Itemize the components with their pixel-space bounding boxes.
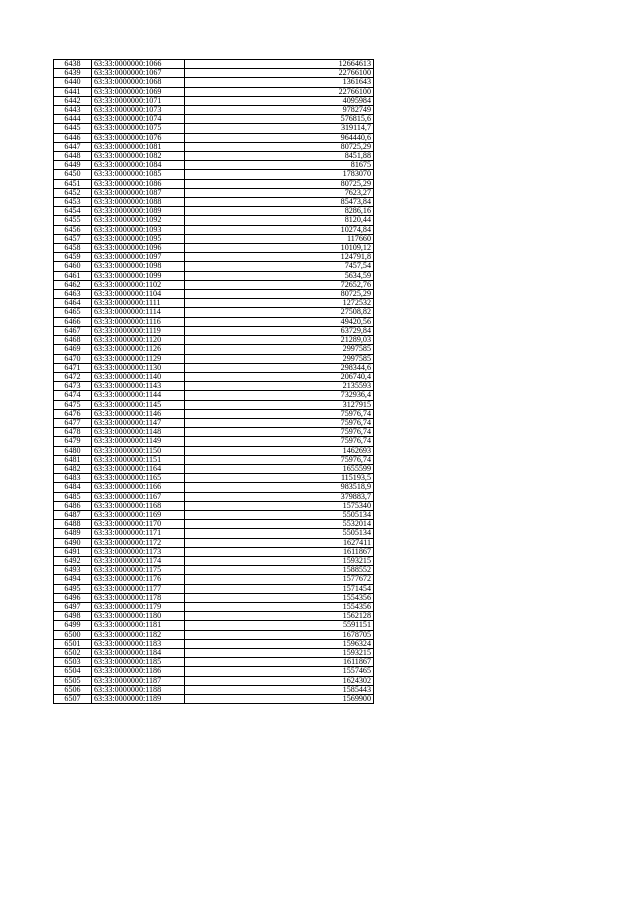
row-number: 6450 (54, 170, 92, 179)
row-number: 6484 (54, 483, 92, 492)
table-row (54, 575, 374, 584)
row-number: 6467 (54, 326, 92, 335)
table-row (54, 188, 374, 197)
cadastral-number: 63:33:0000000:1145 (92, 400, 185, 409)
cadastral-value: 80725,29 (185, 179, 374, 188)
cadastral-number: 63:33:0000000:1074 (92, 115, 185, 124)
row-number: 6448 (54, 152, 92, 161)
row-number: 6452 (54, 188, 92, 197)
row-number: 6499 (54, 621, 92, 630)
cadastral-number: 63:33:0000000:1179 (92, 602, 185, 611)
row-number: 6442 (54, 96, 92, 105)
table-row (54, 455, 374, 464)
cadastral-number: 63:33:0000000:1088 (92, 198, 185, 207)
cadastral-number: 63:33:0000000:1096 (92, 244, 185, 253)
row-number: 6495 (54, 584, 92, 593)
row-number: 6460 (54, 262, 92, 271)
table-row (54, 78, 374, 87)
table-row (54, 262, 374, 271)
table-row (54, 345, 374, 354)
cadastral-value: 124791,8 (185, 253, 374, 262)
cadastral-number: 63:33:0000000:1073 (92, 106, 185, 115)
cadastral-value: 983518,9 (185, 483, 374, 492)
cadastral-value: 206740,4 (185, 372, 374, 381)
cadastral-number: 63:33:0000000:1166 (92, 483, 185, 492)
table-row (54, 464, 374, 473)
table-row (54, 667, 374, 676)
table-row (54, 179, 374, 188)
cadastral-value: 75976,74 (185, 428, 374, 437)
cadastral-value: 1588552 (185, 566, 374, 575)
cadastral-value: 80725,29 (185, 290, 374, 299)
row-number: 6502 (54, 649, 92, 658)
cadastral-value: 5532014 (185, 520, 374, 529)
cadastral-value: 22766100 (185, 87, 374, 96)
cadastral-number: 63:33:0000000:1076 (92, 133, 185, 142)
table-row (54, 501, 374, 510)
cadastral-value: 7457,54 (185, 262, 374, 271)
row-number: 6487 (54, 510, 92, 519)
cadastral-value: 1678705 (185, 630, 374, 639)
table-row (54, 198, 374, 207)
cadastral-value: 8120,44 (185, 216, 374, 225)
table-row (54, 124, 374, 133)
table-row (54, 244, 374, 253)
table-row (54, 566, 374, 575)
cadastral-value: 117660 (185, 234, 374, 243)
row-number: 6447 (54, 142, 92, 151)
cadastral-number: 63:33:0000000:1071 (92, 96, 185, 105)
cadastral-number: 63:33:0000000:1149 (92, 437, 185, 446)
cadastral-value: 1554356 (185, 602, 374, 611)
cadastral-number: 63:33:0000000:1095 (92, 234, 185, 243)
row-number: 6446 (54, 133, 92, 142)
row-number: 6453 (54, 198, 92, 207)
cadastral-number: 63:33:0000000:1104 (92, 290, 185, 299)
cadastral-value: 5505134 (185, 529, 374, 538)
row-number: 6441 (54, 87, 92, 96)
cadastral-number: 63:33:0000000:1189 (92, 695, 185, 704)
cadastral-number: 63:33:0000000:1144 (92, 391, 185, 400)
row-number: 6457 (54, 234, 92, 243)
row-number: 6480 (54, 446, 92, 455)
table-row (54, 612, 374, 621)
cadastral-number: 63:33:0000000:1093 (92, 225, 185, 234)
cadastral-number: 63:33:0000000:1177 (92, 584, 185, 593)
table-row (54, 271, 374, 280)
row-number: 6505 (54, 676, 92, 685)
row-number: 6454 (54, 207, 92, 216)
cadastral-value: 85473,84 (185, 198, 374, 207)
row-number: 6462 (54, 280, 92, 289)
cadastral-number: 63:33:0000000:1097 (92, 253, 185, 262)
row-number: 6504 (54, 667, 92, 676)
table-row (54, 676, 374, 685)
cadastral-number: 63:33:0000000:1185 (92, 658, 185, 667)
table-row (54, 336, 374, 345)
row-number: 6464 (54, 299, 92, 308)
cadastral-number: 63:33:0000000:1182 (92, 630, 185, 639)
table-row (54, 354, 374, 363)
table-row (54, 400, 374, 409)
table-row (54, 621, 374, 630)
cadastral-number: 63:33:0000000:1068 (92, 78, 185, 87)
cadastral-number: 63:33:0000000:1066 (92, 60, 185, 69)
row-number: 6501 (54, 639, 92, 648)
cadastral-number: 63:33:0000000:1165 (92, 474, 185, 483)
table-row (54, 115, 374, 124)
table-row (54, 547, 374, 556)
cadastral-value: 9782749 (185, 106, 374, 115)
cadastral-value: 298344,6 (185, 363, 374, 372)
cadastral-number: 63:33:0000000:1186 (92, 667, 185, 676)
cadastral-value: 2997585 (185, 354, 374, 363)
cadastral-value: 1571454 (185, 584, 374, 593)
table-row (54, 234, 374, 243)
cadastral-number: 63:33:0000000:1176 (92, 575, 185, 584)
table-row (54, 418, 374, 427)
cadastral-number: 63:33:0000000:1181 (92, 621, 185, 630)
cadastral-value: 10274,84 (185, 225, 374, 234)
cadastral-number: 63:33:0000000:1147 (92, 418, 185, 427)
cadastral-value: 80725,29 (185, 142, 374, 151)
table-row (54, 326, 374, 335)
cadastral-number: 63:33:0000000:1089 (92, 207, 185, 216)
cadastral-number: 63:33:0000000:1175 (92, 566, 185, 575)
cadastral-value: 1462693 (185, 446, 374, 455)
cadastral-value: 379883,7 (185, 492, 374, 501)
row-number: 6443 (54, 106, 92, 115)
cadastral-number: 63:33:0000000:1129 (92, 354, 185, 363)
cadastral-value: 75976,74 (185, 418, 374, 427)
table-row (54, 299, 374, 308)
row-number: 6449 (54, 161, 92, 170)
row-number: 6438 (54, 60, 92, 69)
cadastral-value: 4095984 (185, 96, 374, 105)
cadastral-number: 63:33:0000000:1150 (92, 446, 185, 455)
table-row (54, 290, 374, 299)
row-number: 6491 (54, 547, 92, 556)
cadastral-number: 63:33:0000000:1086 (92, 179, 185, 188)
cadastral-number: 63:33:0000000:1111 (92, 299, 185, 308)
cadastral-number: 63:33:0000000:1178 (92, 593, 185, 602)
row-number: 6496 (54, 593, 92, 602)
table-row (54, 372, 374, 381)
cadastral-value-table (53, 59, 374, 704)
table-row (54, 207, 374, 216)
table-row (54, 538, 374, 547)
row-number: 6485 (54, 492, 92, 501)
cadastral-value: 63729,84 (185, 326, 374, 335)
table-row (54, 483, 374, 492)
cadastral-number: 63:33:0000000:1114 (92, 308, 185, 317)
cadastral-value: 22766100 (185, 69, 374, 78)
cadastral-value: 75976,74 (185, 409, 374, 418)
cadastral-value: 10109,12 (185, 244, 374, 253)
row-number: 6461 (54, 271, 92, 280)
table-row (54, 529, 374, 538)
cadastral-value: 1361643 (185, 78, 374, 87)
row-number: 6497 (54, 602, 92, 611)
table-row (54, 170, 374, 179)
table-row (54, 216, 374, 225)
cadastral-number: 63:33:0000000:1169 (92, 510, 185, 519)
row-number: 6503 (54, 658, 92, 667)
row-number: 6478 (54, 428, 92, 437)
cadastral-value: 27508,82 (185, 308, 374, 317)
cadastral-number: 63:33:0000000:1084 (92, 161, 185, 170)
cadastral-value: 732936,4 (185, 391, 374, 400)
row-number: 6439 (54, 69, 92, 78)
cadastral-number: 63:33:0000000:1120 (92, 336, 185, 345)
cadastral-value: 3127915 (185, 400, 374, 409)
cadastral-value: 75976,74 (185, 437, 374, 446)
row-number: 6494 (54, 575, 92, 584)
table-row (54, 695, 374, 704)
cadastral-value: 12664613 (185, 60, 374, 69)
cadastral-value: 2997585 (185, 345, 374, 354)
row-number: 6500 (54, 630, 92, 639)
cadastral-value: 1569900 (185, 695, 374, 704)
table-row (54, 152, 374, 161)
cadastral-number: 63:33:0000000:1102 (92, 280, 185, 289)
table-row (54, 142, 374, 151)
cadastral-number: 63:33:0000000:1140 (92, 372, 185, 381)
cadastral-value: 1554356 (185, 593, 374, 602)
cadastral-number: 63:33:0000000:1098 (92, 262, 185, 271)
cadastral-number: 63:33:0000000:1116 (92, 317, 185, 326)
cadastral-number: 63:33:0000000:1087 (92, 188, 185, 197)
table-row (54, 308, 374, 317)
table-row (54, 492, 374, 501)
cadastral-number: 63:33:0000000:1151 (92, 455, 185, 464)
cadastral-number: 63:33:0000000:1119 (92, 326, 185, 335)
row-number: 6451 (54, 179, 92, 188)
row-number: 6475 (54, 400, 92, 409)
cadastral-number: 63:33:0000000:1180 (92, 612, 185, 621)
row-number: 6471 (54, 363, 92, 372)
table-row (54, 649, 374, 658)
cadastral-value: 1783070 (185, 170, 374, 179)
table-row (54, 161, 374, 170)
cadastral-number: 63:33:0000000:1085 (92, 170, 185, 179)
cadastral-number: 63:33:0000000:1126 (92, 345, 185, 354)
row-number: 6493 (54, 566, 92, 575)
row-number: 6444 (54, 115, 92, 124)
cadastral-value: 8451,88 (185, 152, 374, 161)
row-number: 6469 (54, 345, 92, 354)
cadastral-value: 1611867 (185, 658, 374, 667)
cadastral-value: 5634,59 (185, 271, 374, 280)
cadastral-value: 1575340 (185, 501, 374, 510)
table-row (54, 658, 374, 667)
cadastral-value: 1596324 (185, 639, 374, 648)
row-number: 6490 (54, 538, 92, 547)
cadastral-value: 81675 (185, 161, 374, 170)
row-number: 6456 (54, 225, 92, 234)
cadastral-number: 63:33:0000000:1146 (92, 409, 185, 418)
cadastral-number: 63:33:0000000:1130 (92, 363, 185, 372)
table-row (54, 639, 374, 648)
row-number: 6466 (54, 317, 92, 326)
cadastral-value: 1655599 (185, 464, 374, 473)
cadastral-value: 1557465 (185, 667, 374, 676)
row-number: 6476 (54, 409, 92, 418)
cadastral-number: 63:33:0000000:1168 (92, 501, 185, 510)
row-number: 6474 (54, 391, 92, 400)
table-row (54, 602, 374, 611)
table-row (54, 520, 374, 529)
table-row (54, 428, 374, 437)
table-row (54, 280, 374, 289)
cadastral-value: 1624302 (185, 676, 374, 685)
table-row (54, 363, 374, 372)
cadastral-number: 63:33:0000000:1164 (92, 464, 185, 473)
cadastral-number: 63:33:0000000:1099 (92, 271, 185, 280)
row-number: 6492 (54, 556, 92, 565)
table-row (54, 446, 374, 455)
cadastral-value: 1627411 (185, 538, 374, 547)
cadastral-value: 115193,5 (185, 474, 374, 483)
row-number: 6481 (54, 455, 92, 464)
cadastral-number: 63:33:0000000:1081 (92, 142, 185, 151)
row-number: 6472 (54, 372, 92, 381)
row-number: 6458 (54, 244, 92, 253)
row-number: 6459 (54, 253, 92, 262)
cadastral-number: 63:33:0000000:1172 (92, 538, 185, 547)
cadastral-number: 63:33:0000000:1174 (92, 556, 185, 565)
row-number: 6470 (54, 354, 92, 363)
row-number: 6486 (54, 501, 92, 510)
cadastral-number: 63:33:0000000:1184 (92, 649, 185, 658)
cadastral-value: 1272532 (185, 299, 374, 308)
table-row (54, 593, 374, 602)
row-number: 6465 (54, 308, 92, 317)
cadastral-value: 1585443 (185, 685, 374, 694)
cadastral-number: 63:33:0000000:1069 (92, 87, 185, 96)
cadastral-value: 75976,74 (185, 455, 374, 464)
cadastral-number: 63:33:0000000:1171 (92, 529, 185, 538)
table-row (54, 437, 374, 446)
row-number: 6483 (54, 474, 92, 483)
cadastral-number: 63:33:0000000:1188 (92, 685, 185, 694)
cadastral-value: 1577672 (185, 575, 374, 584)
cadastral-value: 1593215 (185, 649, 374, 658)
cadastral-value: 2135593 (185, 382, 374, 391)
cadastral-value: 21289,03 (185, 336, 374, 345)
cadastral-value: 72652,76 (185, 280, 374, 289)
cadastral-value: 5591151 (185, 621, 374, 630)
table-row (54, 409, 374, 418)
table-row (54, 87, 374, 96)
cadastral-number: 63:33:0000000:1173 (92, 547, 185, 556)
table-row (54, 556, 374, 565)
cadastral-number: 63:33:0000000:1170 (92, 520, 185, 529)
row-number: 6489 (54, 529, 92, 538)
table-row (54, 685, 374, 694)
table-row (54, 474, 374, 483)
cadastral-number: 63:33:0000000:1187 (92, 676, 185, 685)
cadastral-value: 319114,7 (185, 124, 374, 133)
cadastral-number: 63:33:0000000:1067 (92, 69, 185, 78)
cadastral-value: 1593215 (185, 556, 374, 565)
row-number: 6440 (54, 78, 92, 87)
row-number: 6468 (54, 336, 92, 345)
table-row (54, 225, 374, 234)
table-row (54, 60, 374, 69)
row-number: 6473 (54, 382, 92, 391)
table-row (54, 133, 374, 142)
row-number: 6445 (54, 124, 92, 133)
cadastral-number: 63:33:0000000:1082 (92, 152, 185, 161)
cadastral-value: 5505134 (185, 510, 374, 519)
cadastral-number: 63:33:0000000:1183 (92, 639, 185, 648)
cadastral-value: 8286,16 (185, 207, 374, 216)
row-number: 6498 (54, 612, 92, 621)
row-number: 6463 (54, 290, 92, 299)
table-row (54, 317, 374, 326)
row-number: 6488 (54, 520, 92, 529)
table-row (54, 510, 374, 519)
table-row (54, 630, 374, 639)
table-row (54, 253, 374, 262)
table-row (54, 391, 374, 400)
row-number: 6482 (54, 464, 92, 473)
cadastral-number: 63:33:0000000:1148 (92, 428, 185, 437)
table-row (54, 69, 374, 78)
table-body (54, 60, 374, 704)
cadastral-number: 63:33:0000000:1143 (92, 382, 185, 391)
cadastral-number: 63:33:0000000:1092 (92, 216, 185, 225)
row-number: 6455 (54, 216, 92, 225)
table-row (54, 584, 374, 593)
cadastral-number: 63:33:0000000:1075 (92, 124, 185, 133)
cadastral-value: 7623,27 (185, 188, 374, 197)
cadastral-value: 1611867 (185, 547, 374, 556)
row-number: 6507 (54, 695, 92, 704)
cadastral-value: 964440,6 (185, 133, 374, 142)
cadastral-value: 49420,56 (185, 317, 374, 326)
cadastral-value: 1562128 (185, 612, 374, 621)
table-row (54, 382, 374, 391)
table-row (54, 96, 374, 105)
table-row (54, 106, 374, 115)
row-number: 6506 (54, 685, 92, 694)
cadastral-value: 576815,6 (185, 115, 374, 124)
cadastral-number: 63:33:0000000:1167 (92, 492, 185, 501)
row-number: 6477 (54, 418, 92, 427)
row-number: 6479 (54, 437, 92, 446)
